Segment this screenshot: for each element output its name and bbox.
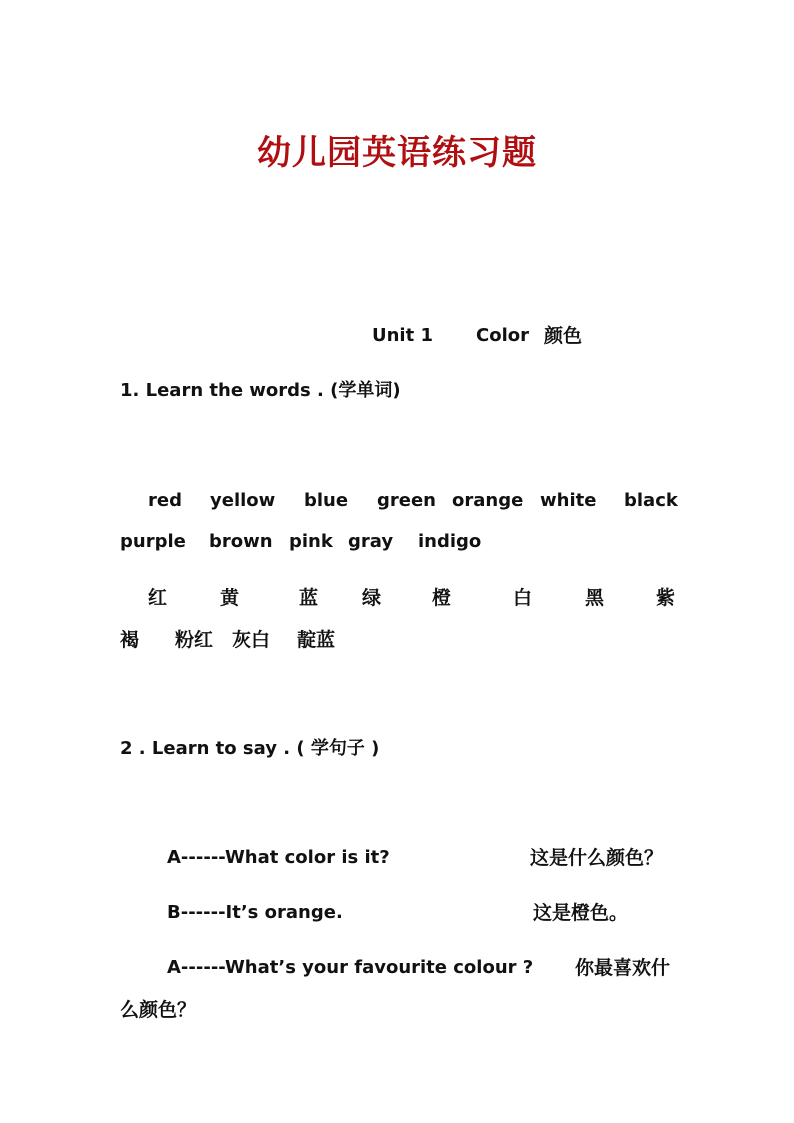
word-cn: 黄 [220,587,240,609]
word-en: blue [304,490,349,511]
word-cn: 白 [513,587,533,609]
unit-topic: Color [476,325,529,346]
word-cn: 蓝 [299,587,319,609]
word-cn: 靛蓝 [297,629,336,651]
word-cn: 粉红 [175,629,214,651]
word-cn: 绿 [362,587,382,609]
word-en: orange [452,490,524,511]
section-1-heading: 1. Learn the words . (学单词) [120,380,401,401]
dialogue-line-cn: 你最喜欢什 [575,957,671,979]
word-en: black [624,490,678,511]
word-cn: 紫 [656,587,676,609]
unit-topic-cn: 颜色 [544,325,583,347]
dialogue-line-cn: 这是橙色。 [533,902,629,924]
document-title: 幼儿园英语练习题 [257,133,537,173]
word-cn: 黑 [585,587,605,609]
word-cn: 褐 [120,629,140,651]
word-en: indigo [418,531,482,552]
dialogue-line-cn: 这是什么颜色？ [530,847,664,869]
section-2-heading: 2 . Learn to say . ( 学句子 ) [120,738,380,759]
word-en: pink [289,531,333,552]
word-en: green [377,490,436,511]
word-en: purple [120,531,186,552]
word-en: brown [209,531,273,552]
word-en: white [540,490,597,511]
dialogue-line-cn-continued: 么颜色？ [120,999,197,1021]
word-en: red [148,490,182,511]
word-en: yellow [210,490,276,511]
word-cn: 灰白 [232,629,271,651]
dialogue-line-en: B------It’s orange. [167,902,343,923]
word-en: gray [348,531,394,552]
word-cn: 橙 [432,587,452,609]
dialogue-line-en: A------What’s your favourite colour ? [167,957,534,978]
unit-number: Unit 1 [372,325,433,346]
dialogue-line-en: A------What color is it? [167,847,390,868]
word-cn: 红 [148,587,168,609]
